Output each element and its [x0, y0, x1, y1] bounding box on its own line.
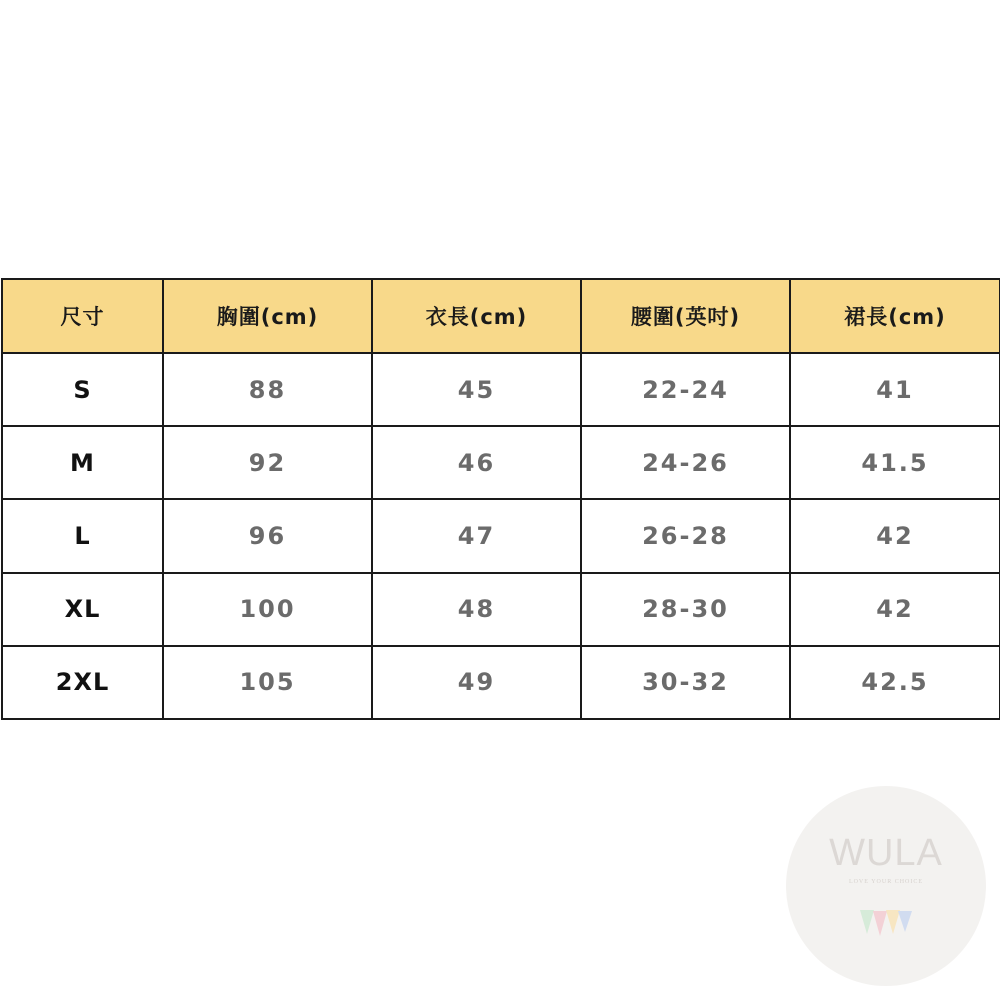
watermark-brand-name: WULA	[829, 832, 943, 874]
table-row	[2, 573, 1000, 646]
size-cell: XL	[2, 573, 163, 646]
waist-cell: 22-24	[581, 353, 790, 426]
skirt-length-cell: 42	[790, 573, 1000, 646]
skirt-length-cell: 42.5	[790, 646, 1000, 719]
size-cell: L	[2, 499, 163, 572]
header-top-length: 衣長(cm)	[372, 279, 581, 353]
top-length-cell: 48	[372, 573, 581, 646]
size-cell: M	[2, 426, 163, 499]
top-length-cell: 47	[372, 499, 581, 572]
ice-cream-cones-icon	[858, 908, 914, 938]
table-row	[2, 646, 1000, 719]
size-cell: 2XL	[2, 646, 163, 719]
table-row	[2, 426, 1000, 499]
header-chest: 胸圍(cm)	[163, 279, 372, 353]
top-length-cell: 49	[372, 646, 581, 719]
waist-cell: 26-28	[581, 499, 790, 572]
table-row	[2, 499, 1000, 572]
skirt-length-cell: 42	[790, 499, 1000, 572]
table-row	[2, 353, 1000, 426]
skirt-length-cell: 41.5	[790, 426, 1000, 499]
waist-cell: 24-26	[581, 426, 790, 499]
top-length-cell: 45	[372, 353, 581, 426]
size-cell: S	[2, 353, 163, 426]
brand-watermark	[786, 786, 986, 986]
chest-cell: 96	[163, 499, 372, 572]
chest-cell: 88	[163, 353, 372, 426]
chest-cell: 105	[163, 646, 372, 719]
table-header-row	[2, 279, 1000, 353]
header-waist: 腰圍(英吋)	[581, 279, 790, 353]
header-skirt-length: 裙長(cm)	[790, 279, 1000, 353]
chest-cell: 100	[163, 573, 372, 646]
skirt-length-cell: 41	[790, 353, 1000, 426]
waist-cell: 28-30	[581, 573, 790, 646]
header-size: 尺寸	[2, 279, 163, 353]
top-length-cell: 46	[372, 426, 581, 499]
chest-cell: 92	[163, 426, 372, 499]
watermark-tagline: LOVE YOUR CHOICE	[848, 879, 924, 885]
waist-cell: 30-32	[581, 646, 790, 719]
size-chart-table	[1, 278, 1000, 720]
